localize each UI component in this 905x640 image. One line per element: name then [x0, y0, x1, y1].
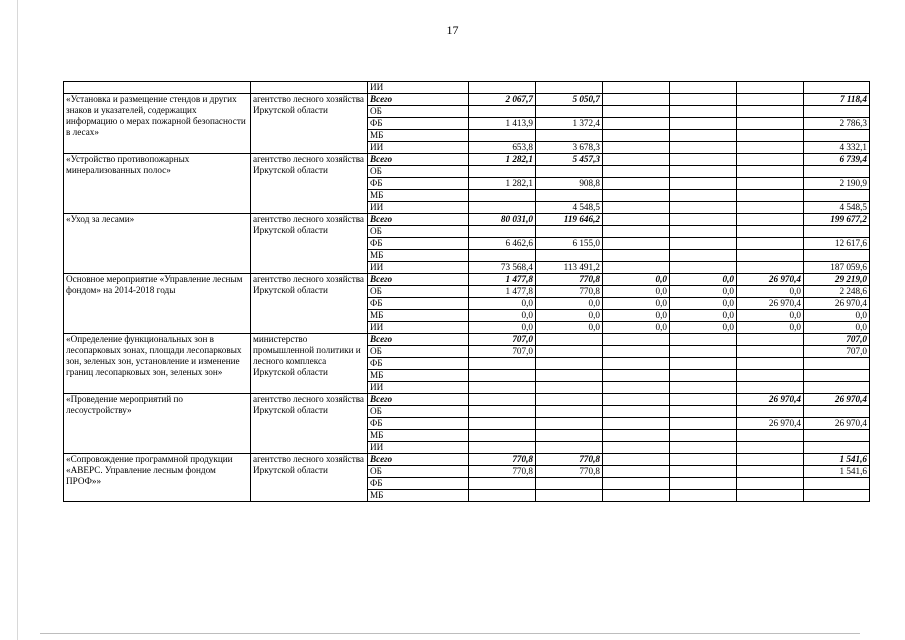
amount-cell [804, 82, 870, 94]
executor-cell: агентство лесного хозяйства Иркутской области [251, 274, 368, 334]
amount-cell-y2015: 4 548,5 [536, 202, 603, 214]
source-cell: ФБ [368, 238, 469, 250]
amount-cell-y2016 [603, 430, 670, 442]
amount-cell-y2014 [469, 166, 536, 178]
amount-cell-y2017 [670, 358, 737, 370]
amount-cell-y2018 [737, 226, 804, 238]
amount-cell-y2016 [603, 406, 670, 418]
amount-cell-y2018 [737, 190, 804, 202]
executor-cell: агентство лесного хозяйства Иркутской области [251, 94, 368, 154]
amount-cell-y2016 [603, 166, 670, 178]
amount-cell-y2017 [670, 406, 737, 418]
amount-cell-y2015: 770,8 [536, 454, 603, 466]
amount-cell-y2018 [737, 154, 804, 166]
table-row [64, 394, 870, 406]
amount-cell-total: 0,0 [804, 310, 870, 322]
activity-name-cell: Основное мероприятие «Управление лесным фондом» на 2014-2018 годы [64, 274, 251, 334]
source-cell: ИИ [368, 202, 469, 214]
amount-cell-total: 0,0 [804, 322, 870, 334]
table-row [64, 454, 870, 466]
amount-cell-y2018 [737, 370, 804, 382]
amount-cell-y2017 [670, 130, 737, 142]
amount-cell-y2015: 5 050,7 [536, 94, 603, 106]
amount-cell-y2018 [737, 346, 804, 358]
source-cell: Всего [368, 274, 469, 286]
budget-table [63, 81, 870, 502]
amount-cell-total [804, 166, 870, 178]
source-cell: ОБ [368, 346, 469, 358]
amount-cell-y2017: 0,0 [670, 322, 737, 334]
amount-cell [603, 82, 670, 94]
amount-cell-y2015 [536, 442, 603, 454]
amount-cell [737, 82, 804, 94]
executor-cell: агентство лесного хозяйства Иркутской области [251, 394, 368, 454]
amount-cell-y2018: 26 970,4 [737, 418, 804, 430]
amount-cell-y2017 [670, 394, 737, 406]
activity-cell [64, 82, 251, 94]
amount-cell-y2017 [670, 238, 737, 250]
amount-cell [536, 82, 603, 94]
amount-cell-y2015: 5 457,3 [536, 154, 603, 166]
amount-cell-y2014: 770,8 [469, 466, 536, 478]
amount-cell-y2016: 0,0 [603, 310, 670, 322]
amount-cell-y2018 [737, 442, 804, 454]
amount-cell-y2014 [469, 478, 536, 490]
amount-cell-total [804, 106, 870, 118]
amount-cell-y2018 [737, 202, 804, 214]
amount-cell-y2017 [670, 454, 737, 466]
table-row [64, 154, 870, 166]
amount-cell-total [804, 430, 870, 442]
amount-cell-y2014 [469, 190, 536, 202]
amount-cell-y2015: 6 155,0 [536, 238, 603, 250]
amount-cell-y2015 [536, 190, 603, 202]
amount-cell-total [804, 250, 870, 262]
amount-cell-y2014: 1 282,1 [469, 178, 536, 190]
activity-name-cell: «Определение функциональных зон в лесопарковых зонах, площади лесопарковых зон, зеленых зон, установление и изменение границ лесопарковых зон, зеленых зон» [64, 334, 251, 394]
amount-cell-y2016 [603, 490, 670, 502]
amount-cell-y2017 [670, 118, 737, 130]
amount-cell-y2014: 653,8 [469, 142, 536, 154]
amount-cell-y2018 [737, 130, 804, 142]
activity-name-cell: «Уход за лесами» [64, 214, 251, 274]
amount-cell-y2018 [737, 478, 804, 490]
amount-cell-y2015 [536, 478, 603, 490]
amount-cell-y2017: 0,0 [670, 298, 737, 310]
amount-cell-y2016 [603, 250, 670, 262]
amount-cell-y2015 [536, 334, 603, 346]
amount-cell-y2015: 119 646,2 [536, 214, 603, 226]
amount-cell-y2016 [603, 178, 670, 190]
amount-cell-total: 4 548,5 [804, 202, 870, 214]
amount-cell-y2017: 0,0 [670, 286, 737, 298]
amount-cell-total: 26 970,4 [804, 418, 870, 430]
amount-cell-y2017 [670, 490, 737, 502]
amount-cell-y2014: 1 282,1 [469, 154, 536, 166]
amount-cell-y2016 [603, 226, 670, 238]
amount-cell-total [804, 490, 870, 502]
amount-cell-y2018 [737, 466, 804, 478]
amount-cell-y2016: 0,0 [603, 286, 670, 298]
amount-cell-y2015: 0,0 [536, 322, 603, 334]
amount-cell-total: 29 219,0 [804, 274, 870, 286]
amount-cell-y2016 [603, 334, 670, 346]
amount-cell-y2018 [737, 358, 804, 370]
amount-cell-y2018 [737, 166, 804, 178]
amount-cell-y2017 [670, 430, 737, 442]
amount-cell-y2017 [670, 154, 737, 166]
amount-cell-y2017 [670, 466, 737, 478]
amount-cell-y2018 [737, 454, 804, 466]
amount-cell-total [804, 442, 870, 454]
source-cell: ИИ [368, 382, 469, 394]
amount-cell-y2016 [603, 358, 670, 370]
amount-cell-total [804, 478, 870, 490]
amount-cell-y2018 [737, 214, 804, 226]
amount-cell-y2018 [737, 406, 804, 418]
amount-cell-y2015: 113 491,2 [536, 262, 603, 274]
amount-cell-y2016 [603, 478, 670, 490]
amount-cell-y2017 [670, 142, 737, 154]
amount-cell-y2014 [469, 202, 536, 214]
amount-cell-total: 7 118,4 [804, 94, 870, 106]
amount-cell-total: 2 190,9 [804, 178, 870, 190]
amount-cell-y2018 [737, 430, 804, 442]
source-cell: МБ [368, 190, 469, 202]
amount-cell-y2018: 26 970,4 [737, 298, 804, 310]
amount-cell-y2014: 1 477,8 [469, 274, 536, 286]
source-cell: ФБ [368, 418, 469, 430]
activity-name-cell: «Проведение мероприятий по лесоустройству» [64, 394, 251, 454]
amount-cell [469, 82, 536, 94]
amount-cell-y2014 [469, 106, 536, 118]
amount-cell-total [804, 190, 870, 202]
amount-cell-y2014: 80 031,0 [469, 214, 536, 226]
amount-cell-y2015 [536, 418, 603, 430]
amount-cell-y2017 [670, 334, 737, 346]
source-cell: Всего [368, 454, 469, 466]
amount-cell-total: 2 786,3 [804, 118, 870, 130]
amount-cell-y2014 [469, 394, 536, 406]
source-cell: Всего [368, 214, 469, 226]
amount-cell-y2017 [670, 190, 737, 202]
amount-cell-y2016 [603, 382, 670, 394]
amount-cell-y2015: 770,8 [536, 466, 603, 478]
amount-cell-y2016 [603, 190, 670, 202]
amount-cell-y2018: 0,0 [737, 322, 804, 334]
source-cell: ОБ [368, 106, 469, 118]
amount-cell-total: 1 541,6 [804, 466, 870, 478]
amount-cell-y2018 [737, 334, 804, 346]
source-cell: ОБ [368, 286, 469, 298]
amount-cell-total [804, 370, 870, 382]
amount-cell-total: 707,0 [804, 346, 870, 358]
amount-cell-y2014: 0,0 [469, 298, 536, 310]
amount-cell-y2014 [469, 442, 536, 454]
amount-cell-y2014: 707,0 [469, 334, 536, 346]
amount-cell-y2016 [603, 442, 670, 454]
amount-cell-y2014 [469, 130, 536, 142]
amount-cell-y2017 [670, 94, 737, 106]
activity-name-cell: «Установка и размещение стендов и других знаков и указателей, содержащих информацию о мерах пожарной безопасности в лесах» [64, 94, 251, 154]
amount-cell-y2016 [603, 370, 670, 382]
amount-cell-total [804, 382, 870, 394]
amount-cell-y2015: 770,8 [536, 274, 603, 286]
amount-cell-y2016 [603, 466, 670, 478]
amount-cell-total [804, 226, 870, 238]
amount-cell-y2018 [737, 262, 804, 274]
source-cell: ОБ [368, 406, 469, 418]
table-row [64, 274, 870, 286]
amount-cell-y2016 [603, 130, 670, 142]
source-cell: ИИ [368, 82, 469, 94]
table-body [64, 82, 870, 502]
amount-cell-y2014 [469, 226, 536, 238]
amount-cell-y2015 [536, 370, 603, 382]
amount-cell-y2014: 73 568,4 [469, 262, 536, 274]
amount-cell-y2015 [536, 250, 603, 262]
amount-cell-y2015: 0,0 [536, 310, 603, 322]
executor-cell: агентство лесного хозяйства Иркутской области [251, 214, 368, 274]
amount-cell-y2016 [603, 454, 670, 466]
source-cell: МБ [368, 430, 469, 442]
amount-cell-y2015 [536, 430, 603, 442]
amount-cell-y2016 [603, 202, 670, 214]
amount-cell-y2018 [737, 106, 804, 118]
source-cell: МБ [368, 310, 469, 322]
amount-cell-y2015 [536, 394, 603, 406]
source-cell: МБ [368, 490, 469, 502]
amount-cell-y2014: 2 067,7 [469, 94, 536, 106]
amount-cell-total: 26 970,4 [804, 298, 870, 310]
amount-cell-y2015: 3 678,3 [536, 142, 603, 154]
amount-cell-y2018 [737, 178, 804, 190]
amount-cell-y2016 [603, 154, 670, 166]
amount-cell-y2014 [469, 370, 536, 382]
source-cell: ФБ [368, 118, 469, 130]
executor-cell: агентство лесного хозяйства Иркутской области [251, 154, 368, 214]
table-row [64, 94, 870, 106]
amount-cell-total: 2 248,6 [804, 286, 870, 298]
amount-cell-y2017: 0,0 [670, 310, 737, 322]
amount-cell-y2016: 0,0 [603, 298, 670, 310]
amount-cell-y2015 [536, 106, 603, 118]
source-cell: МБ [368, 370, 469, 382]
amount-cell-total: 12 617,6 [804, 238, 870, 250]
source-cell: ФБ [368, 358, 469, 370]
amount-cell-y2018 [737, 490, 804, 502]
amount-cell-total: 4 332,1 [804, 142, 870, 154]
amount-cell-total: 199 677,2 [804, 214, 870, 226]
source-cell: ОБ [368, 166, 469, 178]
source-cell: МБ [368, 250, 469, 262]
source-cell: МБ [368, 130, 469, 142]
amount-cell-y2014 [469, 418, 536, 430]
amount-cell-y2016 [603, 118, 670, 130]
amount-cell-y2014 [469, 358, 536, 370]
amount-cell-y2016 [603, 262, 670, 274]
source-cell: Всего [368, 94, 469, 106]
amount-cell-y2016 [603, 346, 670, 358]
source-cell: ИИ [368, 142, 469, 154]
amount-cell-y2018: 0,0 [737, 286, 804, 298]
amount-cell-y2017 [670, 226, 737, 238]
amount-cell-y2016 [603, 394, 670, 406]
amount-cell-y2017 [670, 262, 737, 274]
amount-cell-y2017 [670, 214, 737, 226]
amount-cell-y2016 [603, 94, 670, 106]
amount-cell-y2018 [737, 250, 804, 262]
amount-cell-y2016 [603, 418, 670, 430]
amount-cell-y2014: 6 462,6 [469, 238, 536, 250]
amount-cell-y2017 [670, 418, 737, 430]
activity-name-cell: «Сопровождение программной продукции «АВЕРС. Управление лесным фондом ПРОФ»» [64, 454, 251, 502]
source-cell: Всего [368, 394, 469, 406]
scan-edge [17, 0, 18, 640]
source-cell: Всего [368, 334, 469, 346]
source-cell: ИИ [368, 262, 469, 274]
amount-cell-y2017 [670, 166, 737, 178]
activity-name-cell: «Устройство противопожарных минерализованных полос» [64, 154, 251, 214]
amount-cell-y2017: 0,0 [670, 274, 737, 286]
amount-cell-y2017 [670, 106, 737, 118]
amount-cell-y2016 [603, 142, 670, 154]
amount-cell-y2015 [536, 130, 603, 142]
source-cell: Всего [368, 154, 469, 166]
table-row [64, 334, 870, 346]
amount-cell-total: 707,0 [804, 334, 870, 346]
amount-cell-y2015: 0,0 [536, 298, 603, 310]
amount-cell-y2014 [469, 406, 536, 418]
amount-cell-y2018 [737, 118, 804, 130]
source-cell: ФБ [368, 298, 469, 310]
amount-cell-y2014: 770,8 [469, 454, 536, 466]
amount-cell-y2018 [737, 238, 804, 250]
amount-cell-y2015 [536, 406, 603, 418]
amount-cell-y2018: 26 970,4 [737, 274, 804, 286]
executor-cell [251, 82, 368, 94]
amount-cell-total: 6 739,4 [804, 154, 870, 166]
amount-cell-y2014 [469, 382, 536, 394]
amount-cell-y2015: 1 372,4 [536, 118, 603, 130]
amount-cell-y2015 [536, 226, 603, 238]
amount-cell-y2014 [469, 430, 536, 442]
amount-cell-y2017 [670, 178, 737, 190]
source-cell: ИИ [368, 322, 469, 334]
amount-cell-y2015 [536, 358, 603, 370]
amount-cell-y2017 [670, 442, 737, 454]
amount-cell-y2016 [603, 106, 670, 118]
amount-cell-y2017 [670, 478, 737, 490]
amount-cell-total [804, 358, 870, 370]
amount-cell-total [804, 130, 870, 142]
amount-cell-y2016 [603, 238, 670, 250]
executor-cell: министерство промышленной политики и лесного комплекса Иркутской области [251, 334, 368, 394]
amount-cell-total: 187 059,6 [804, 262, 870, 274]
amount-cell-y2015 [536, 490, 603, 502]
amount-cell-y2015 [536, 382, 603, 394]
amount-cell [670, 82, 737, 94]
amount-cell-y2015 [536, 166, 603, 178]
amount-cell-y2014: 707,0 [469, 346, 536, 358]
amount-cell-y2018: 26 970,4 [737, 394, 804, 406]
executor-cell: агентство лесного хозяйства Иркутской области [251, 454, 368, 502]
amount-cell-total: 1 541,6 [804, 454, 870, 466]
amount-cell-y2015: 908,8 [536, 178, 603, 190]
amount-cell-y2016: 0,0 [603, 274, 670, 286]
amount-cell-y2014 [469, 250, 536, 262]
source-cell: ИИ [368, 442, 469, 454]
source-cell: ФБ [368, 178, 469, 190]
source-cell: ОБ [368, 466, 469, 478]
table-row [64, 214, 870, 226]
amount-cell-y2017 [670, 370, 737, 382]
amount-cell-y2016: 0,0 [603, 322, 670, 334]
amount-cell-y2017 [670, 382, 737, 394]
page-number: 17 [446, 23, 459, 37]
table-row [64, 82, 870, 94]
amount-cell-total [804, 406, 870, 418]
amount-cell-y2018 [737, 142, 804, 154]
amount-cell-y2014 [469, 490, 536, 502]
page-bottom-edge [40, 633, 860, 634]
amount-cell-y2017 [670, 202, 737, 214]
amount-cell-y2018 [737, 382, 804, 394]
amount-cell-y2017 [670, 250, 737, 262]
source-cell: ФБ [368, 478, 469, 490]
amount-cell-total: 26 970,4 [804, 394, 870, 406]
amount-cell-y2014: 0,0 [469, 310, 536, 322]
amount-cell-y2017 [670, 346, 737, 358]
amount-cell-y2018: 0,0 [737, 310, 804, 322]
source-cell: ОБ [368, 226, 469, 238]
amount-cell-y2016 [603, 214, 670, 226]
amount-cell-y2014: 1 413,9 [469, 118, 536, 130]
amount-cell-y2014: 0,0 [469, 322, 536, 334]
amount-cell-y2015: 770,8 [536, 286, 603, 298]
amount-cell-y2015 [536, 346, 603, 358]
amount-cell-y2014: 1 477,8 [469, 286, 536, 298]
amount-cell-y2018 [737, 94, 804, 106]
